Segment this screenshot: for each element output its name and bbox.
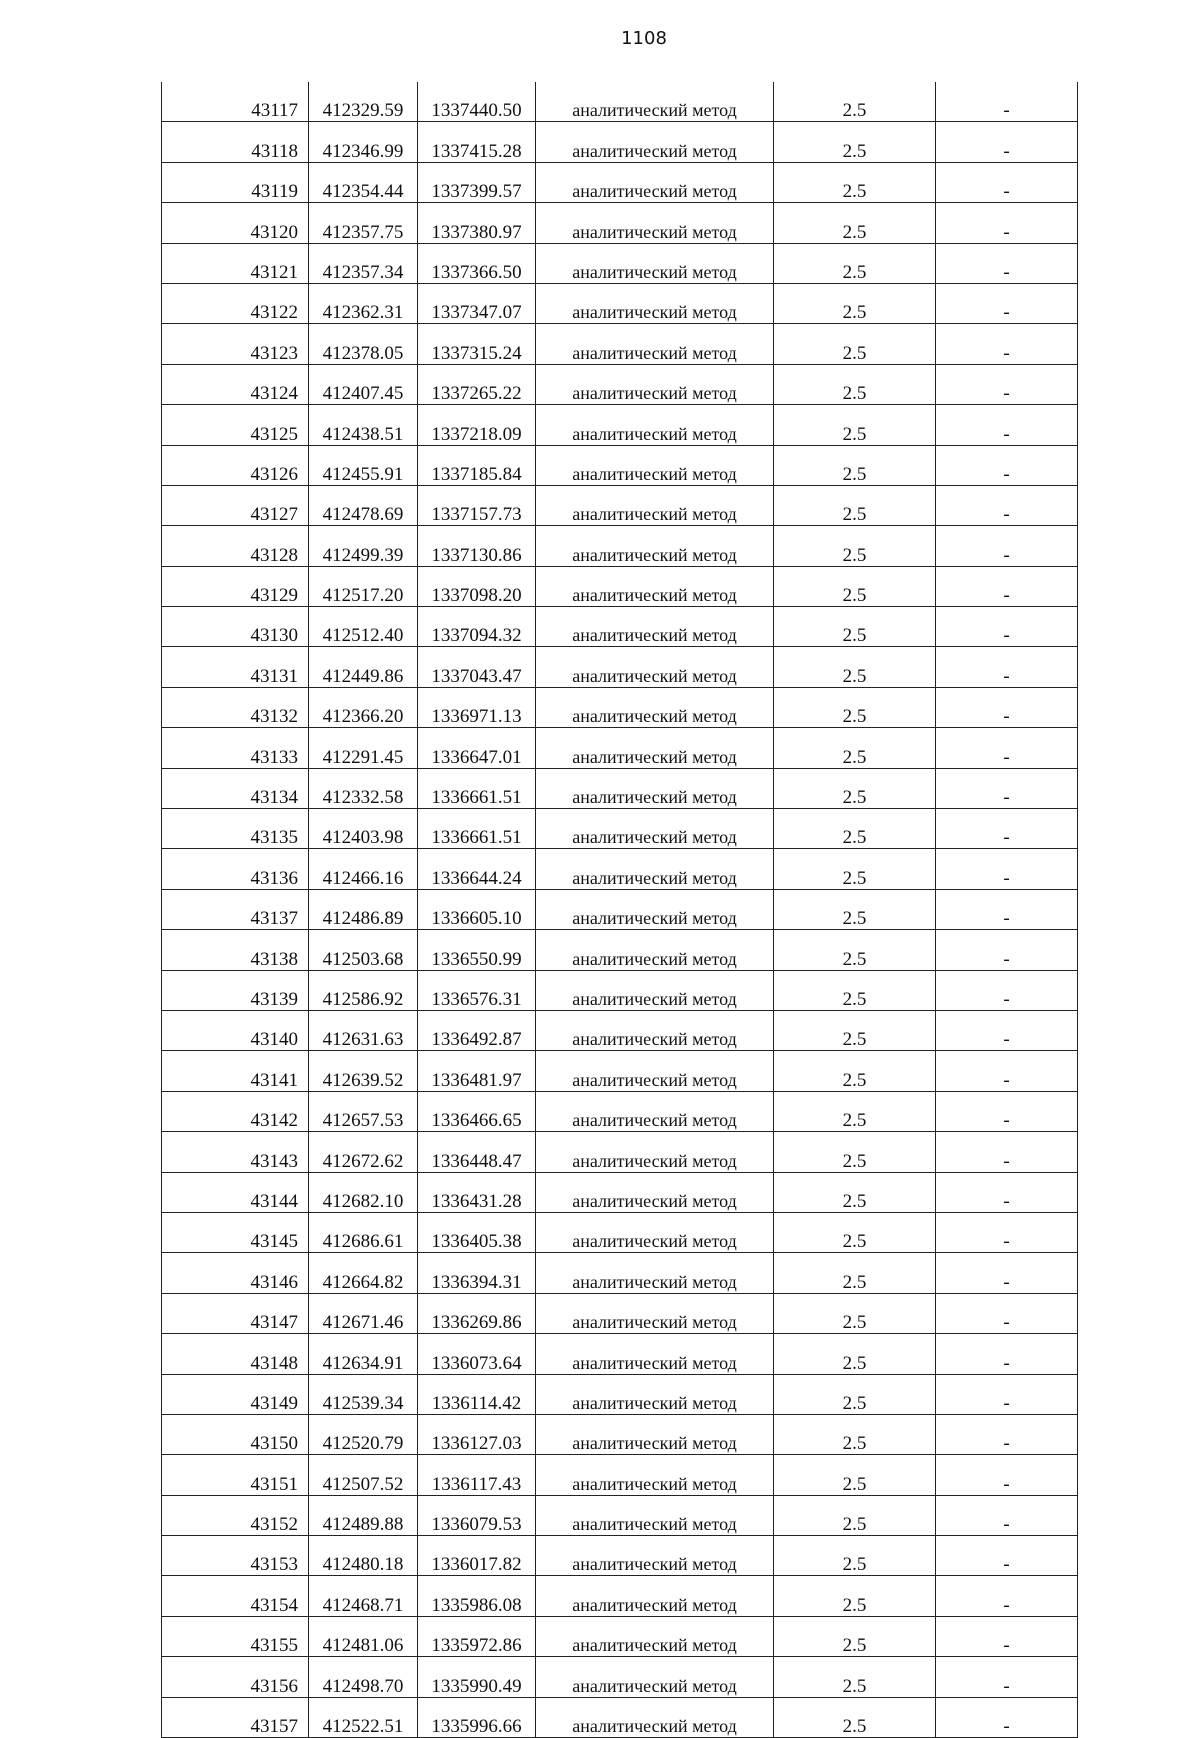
- note-cell: -: [936, 607, 1078, 647]
- accuracy-cell: 2.5: [774, 1253, 936, 1293]
- x-coordinate-cell: 412346.99: [309, 122, 418, 162]
- accuracy-cell: 2.5: [774, 647, 936, 687]
- method-cell: аналитический метод: [536, 122, 774, 162]
- point-number-cell: 43146: [162, 1253, 309, 1293]
- note-cell: -: [936, 728, 1078, 768]
- note-cell: -: [936, 324, 1078, 364]
- table-row: [162, 1212, 1078, 1252]
- table-row: [162, 364, 1078, 404]
- y-coordinate-cell: 1336647.01: [418, 728, 536, 768]
- y-coordinate-cell: 1337157.73: [418, 485, 536, 525]
- point-number-cell: 43141: [162, 1051, 309, 1091]
- y-coordinate-cell: 1335986.08: [418, 1576, 536, 1616]
- accuracy-cell: 2.5: [774, 1334, 936, 1374]
- accuracy-cell: 2.5: [774, 324, 936, 364]
- point-number-cell: 43153: [162, 1536, 309, 1576]
- x-coordinate-cell: 412438.51: [309, 405, 418, 445]
- point-number-cell: 43150: [162, 1414, 309, 1454]
- method-cell: аналитический метод: [536, 889, 774, 929]
- coordinates-table-body: [162, 82, 1078, 1738]
- note-cell: -: [936, 445, 1078, 485]
- accuracy-cell: 2.5: [774, 566, 936, 606]
- accuracy-cell: 2.5: [774, 162, 936, 202]
- x-coordinate-cell: 412498.70: [309, 1657, 418, 1697]
- method-cell: аналитический метод: [536, 1495, 774, 1535]
- note-cell: -: [936, 1172, 1078, 1212]
- method-cell: аналитический метод: [536, 82, 774, 122]
- point-number-cell: 43148: [162, 1334, 309, 1374]
- accuracy-cell: 2.5: [774, 1172, 936, 1212]
- table-row: [162, 1172, 1078, 1212]
- accuracy-cell: 2.5: [774, 1051, 936, 1091]
- accuracy-cell: 2.5: [774, 728, 936, 768]
- table-row: [162, 970, 1078, 1010]
- x-coordinate-cell: 412517.20: [309, 566, 418, 606]
- y-coordinate-cell: 1336017.82: [418, 1536, 536, 1576]
- y-coordinate-cell: 1337347.07: [418, 283, 536, 323]
- point-number-cell: 43132: [162, 687, 309, 727]
- point-number-cell: 43151: [162, 1455, 309, 1495]
- y-coordinate-cell: 1337366.50: [418, 243, 536, 283]
- method-cell: аналитический метод: [536, 1132, 774, 1172]
- method-cell: аналитический метод: [536, 1172, 774, 1212]
- x-coordinate-cell: 412481.06: [309, 1616, 418, 1656]
- method-cell: аналитический метод: [536, 1576, 774, 1616]
- method-cell: аналитический метод: [536, 687, 774, 727]
- note-cell: -: [936, 203, 1078, 243]
- point-number-cell: 43145: [162, 1212, 309, 1252]
- table-row: [162, 405, 1078, 445]
- y-coordinate-cell: 1337130.86: [418, 526, 536, 566]
- note-cell: -: [936, 1212, 1078, 1252]
- x-coordinate-cell: 412671.46: [309, 1293, 418, 1333]
- method-cell: аналитический метод: [536, 849, 774, 889]
- accuracy-cell: 2.5: [774, 930, 936, 970]
- accuracy-cell: 2.5: [774, 364, 936, 404]
- accuracy-cell: 2.5: [774, 768, 936, 808]
- point-number-cell: 43136: [162, 849, 309, 889]
- x-coordinate-cell: 412520.79: [309, 1414, 418, 1454]
- y-coordinate-cell: 1336073.64: [418, 1334, 536, 1374]
- x-coordinate-cell: 412455.91: [309, 445, 418, 485]
- x-coordinate-cell: 412672.62: [309, 1132, 418, 1172]
- y-coordinate-cell: 1337265.22: [418, 364, 536, 404]
- table-row: [162, 445, 1078, 485]
- note-cell: -: [936, 1091, 1078, 1131]
- y-coordinate-cell: 1336079.53: [418, 1495, 536, 1535]
- point-number-cell: 43154: [162, 1576, 309, 1616]
- x-coordinate-cell: 412631.63: [309, 1010, 418, 1050]
- y-coordinate-cell: 1336431.28: [418, 1172, 536, 1212]
- method-cell: аналитический метод: [536, 243, 774, 283]
- method-cell: аналитический метод: [536, 1051, 774, 1091]
- accuracy-cell: 2.5: [774, 405, 936, 445]
- accuracy-cell: 2.5: [774, 970, 936, 1010]
- point-number-cell: 43117: [162, 82, 309, 122]
- x-coordinate-cell: 412329.59: [309, 82, 418, 122]
- note-cell: -: [936, 1657, 1078, 1697]
- accuracy-cell: 2.5: [774, 122, 936, 162]
- accuracy-cell: 2.5: [774, 1414, 936, 1454]
- y-coordinate-cell: 1336269.86: [418, 1293, 536, 1333]
- point-number-cell: 43128: [162, 526, 309, 566]
- y-coordinate-cell: 1335996.66: [418, 1697, 536, 1737]
- accuracy-cell: 2.5: [774, 526, 936, 566]
- note-cell: -: [936, 930, 1078, 970]
- method-cell: аналитический метод: [536, 728, 774, 768]
- table-row: [162, 1293, 1078, 1333]
- accuracy-cell: 2.5: [774, 889, 936, 929]
- y-coordinate-cell: 1337440.50: [418, 82, 536, 122]
- accuracy-cell: 2.5: [774, 243, 936, 283]
- table-row: [162, 1051, 1078, 1091]
- table-row: [162, 485, 1078, 525]
- table-row: [162, 82, 1078, 122]
- note-cell: -: [936, 687, 1078, 727]
- x-coordinate-cell: 412354.44: [309, 162, 418, 202]
- point-number-cell: 43118: [162, 122, 309, 162]
- table-row: [162, 1374, 1078, 1414]
- point-number-cell: 43143: [162, 1132, 309, 1172]
- method-cell: аналитический метод: [536, 970, 774, 1010]
- method-cell: аналитический метод: [536, 607, 774, 647]
- point-number-cell: 43147: [162, 1293, 309, 1333]
- method-cell: аналитический метод: [536, 930, 774, 970]
- y-coordinate-cell: 1335990.49: [418, 1657, 536, 1697]
- point-number-cell: 43137: [162, 889, 309, 929]
- x-coordinate-cell: 412480.18: [309, 1536, 418, 1576]
- table-row: [162, 1495, 1078, 1535]
- point-number-cell: 43144: [162, 1172, 309, 1212]
- x-coordinate-cell: 412357.34: [309, 243, 418, 283]
- accuracy-cell: 2.5: [774, 1495, 936, 1535]
- x-coordinate-cell: 412486.89: [309, 889, 418, 929]
- coordinates-table: [161, 82, 1078, 1738]
- point-number-cell: 43135: [162, 809, 309, 849]
- accuracy-cell: 2.5: [774, 1455, 936, 1495]
- table-row: [162, 889, 1078, 929]
- note-cell: -: [936, 1010, 1078, 1050]
- point-number-cell: 43152: [162, 1495, 309, 1535]
- x-coordinate-cell: 412291.45: [309, 728, 418, 768]
- note-cell: -: [936, 566, 1078, 606]
- y-coordinate-cell: 1336448.47: [418, 1132, 536, 1172]
- note-cell: -: [936, 809, 1078, 849]
- point-number-cell: 43157: [162, 1697, 309, 1737]
- note-cell: -: [936, 526, 1078, 566]
- table-row: [162, 1616, 1078, 1656]
- y-coordinate-cell: 1337415.28: [418, 122, 536, 162]
- point-number-cell: 43124: [162, 364, 309, 404]
- note-cell: -: [936, 122, 1078, 162]
- point-number-cell: 43149: [162, 1374, 309, 1414]
- point-number-cell: 43131: [162, 647, 309, 687]
- point-number-cell: 43123: [162, 324, 309, 364]
- x-coordinate-cell: 412468.71: [309, 1576, 418, 1616]
- note-cell: -: [936, 162, 1078, 202]
- point-number-cell: 43127: [162, 485, 309, 525]
- x-coordinate-cell: 412357.75: [309, 203, 418, 243]
- x-coordinate-cell: 412639.52: [309, 1051, 418, 1091]
- x-coordinate-cell: 412499.39: [309, 526, 418, 566]
- table-row: [162, 930, 1078, 970]
- x-coordinate-cell: 412512.40: [309, 607, 418, 647]
- x-coordinate-cell: 412503.68: [309, 930, 418, 970]
- accuracy-cell: 2.5: [774, 1657, 936, 1697]
- x-coordinate-cell: 412664.82: [309, 1253, 418, 1293]
- method-cell: аналитический метод: [536, 405, 774, 445]
- note-cell: -: [936, 1293, 1078, 1333]
- method-cell: аналитический метод: [536, 1334, 774, 1374]
- y-coordinate-cell: 1336644.24: [418, 849, 536, 889]
- accuracy-cell: 2.5: [774, 849, 936, 889]
- note-cell: -: [936, 1455, 1078, 1495]
- y-coordinate-cell: 1336481.97: [418, 1051, 536, 1091]
- note-cell: -: [936, 485, 1078, 525]
- accuracy-cell: 2.5: [774, 82, 936, 122]
- note-cell: -: [936, 1051, 1078, 1091]
- method-cell: аналитический метод: [536, 1414, 774, 1454]
- x-coordinate-cell: 412449.86: [309, 647, 418, 687]
- accuracy-cell: 2.5: [774, 283, 936, 323]
- accuracy-cell: 2.5: [774, 1010, 936, 1050]
- note-cell: -: [936, 1576, 1078, 1616]
- method-cell: аналитический метод: [536, 1657, 774, 1697]
- table-row: [162, 849, 1078, 889]
- point-number-cell: 43129: [162, 566, 309, 606]
- y-coordinate-cell: 1337094.32: [418, 607, 536, 647]
- note-cell: -: [936, 1495, 1078, 1535]
- point-number-cell: 43140: [162, 1010, 309, 1050]
- accuracy-cell: 2.5: [774, 1374, 936, 1414]
- table-row: [162, 1253, 1078, 1293]
- y-coordinate-cell: 1337043.47: [418, 647, 536, 687]
- accuracy-cell: 2.5: [774, 1576, 936, 1616]
- table-row: [162, 283, 1078, 323]
- x-coordinate-cell: 412366.20: [309, 687, 418, 727]
- table-row: [162, 566, 1078, 606]
- x-coordinate-cell: 412657.53: [309, 1091, 418, 1131]
- accuracy-cell: 2.5: [774, 203, 936, 243]
- y-coordinate-cell: 1337380.97: [418, 203, 536, 243]
- y-coordinate-cell: 1336661.51: [418, 768, 536, 808]
- table-row: [162, 122, 1078, 162]
- x-coordinate-cell: 412466.16: [309, 849, 418, 889]
- note-cell: -: [936, 82, 1078, 122]
- x-coordinate-cell: 412362.31: [309, 283, 418, 323]
- point-number-cell: 43126: [162, 445, 309, 485]
- method-cell: аналитический метод: [536, 1536, 774, 1576]
- accuracy-cell: 2.5: [774, 687, 936, 727]
- note-cell: -: [936, 1253, 1078, 1293]
- method-cell: аналитический метод: [536, 809, 774, 849]
- method-cell: аналитический метод: [536, 768, 774, 808]
- method-cell: аналитический метод: [536, 1010, 774, 1050]
- y-coordinate-cell: 1336550.99: [418, 930, 536, 970]
- point-number-cell: 43155: [162, 1616, 309, 1656]
- x-coordinate-cell: 412507.52: [309, 1455, 418, 1495]
- point-number-cell: 43134: [162, 768, 309, 808]
- method-cell: аналитический метод: [536, 364, 774, 404]
- x-coordinate-cell: 412378.05: [309, 324, 418, 364]
- x-coordinate-cell: 412539.34: [309, 1374, 418, 1414]
- y-coordinate-cell: 1336394.31: [418, 1253, 536, 1293]
- x-coordinate-cell: 412407.45: [309, 364, 418, 404]
- method-cell: аналитический метод: [536, 1091, 774, 1131]
- accuracy-cell: 2.5: [774, 809, 936, 849]
- accuracy-cell: 2.5: [774, 1091, 936, 1131]
- y-coordinate-cell: 1337315.24: [418, 324, 536, 364]
- accuracy-cell: 2.5: [774, 485, 936, 525]
- y-coordinate-cell: 1336405.38: [418, 1212, 536, 1252]
- note-cell: -: [936, 1536, 1078, 1576]
- x-coordinate-cell: 412682.10: [309, 1172, 418, 1212]
- x-coordinate-cell: 412522.51: [309, 1697, 418, 1737]
- table-row: [162, 162, 1078, 202]
- method-cell: аналитический метод: [536, 1253, 774, 1293]
- note-cell: -: [936, 405, 1078, 445]
- method-cell: аналитический метод: [536, 162, 774, 202]
- note-cell: -: [936, 1132, 1078, 1172]
- y-coordinate-cell: 1336492.87: [418, 1010, 536, 1050]
- table-row: [162, 768, 1078, 808]
- y-coordinate-cell: 1336127.03: [418, 1414, 536, 1454]
- note-cell: -: [936, 889, 1078, 929]
- point-number-cell: 43121: [162, 243, 309, 283]
- accuracy-cell: 2.5: [774, 1616, 936, 1656]
- x-coordinate-cell: 412634.91: [309, 1334, 418, 1374]
- table-row: [162, 1657, 1078, 1697]
- method-cell: аналитический метод: [536, 647, 774, 687]
- method-cell: аналитический метод: [536, 1374, 774, 1414]
- method-cell: аналитический метод: [536, 324, 774, 364]
- y-coordinate-cell: 1337218.09: [418, 405, 536, 445]
- method-cell: аналитический метод: [536, 283, 774, 323]
- table-row: [162, 1334, 1078, 1374]
- note-cell: -: [936, 1697, 1078, 1737]
- y-coordinate-cell: 1336114.42: [418, 1374, 536, 1414]
- method-cell: аналитический метод: [536, 1697, 774, 1737]
- method-cell: аналитический метод: [536, 566, 774, 606]
- y-coordinate-cell: 1337399.57: [418, 162, 536, 202]
- x-coordinate-cell: 412403.98: [309, 809, 418, 849]
- table-row: [162, 728, 1078, 768]
- note-cell: -: [936, 283, 1078, 323]
- page-number: 1108: [621, 28, 667, 49]
- point-number-cell: 43133: [162, 728, 309, 768]
- point-number-cell: 43138: [162, 930, 309, 970]
- table-row: [162, 203, 1078, 243]
- point-number-cell: 43125: [162, 405, 309, 445]
- method-cell: аналитический метод: [536, 445, 774, 485]
- note-cell: -: [936, 364, 1078, 404]
- y-coordinate-cell: 1336466.65: [418, 1091, 536, 1131]
- accuracy-cell: 2.5: [774, 1132, 936, 1172]
- y-coordinate-cell: 1337185.84: [418, 445, 536, 485]
- method-cell: аналитический метод: [536, 1616, 774, 1656]
- accuracy-cell: 2.5: [774, 1697, 936, 1737]
- point-number-cell: 43156: [162, 1657, 309, 1697]
- note-cell: -: [936, 1374, 1078, 1414]
- point-number-cell: 43130: [162, 607, 309, 647]
- x-coordinate-cell: 412586.92: [309, 970, 418, 1010]
- point-number-cell: 43122: [162, 283, 309, 323]
- y-coordinate-cell: 1336605.10: [418, 889, 536, 929]
- method-cell: аналитический метод: [536, 526, 774, 566]
- method-cell: аналитический метод: [536, 1293, 774, 1333]
- note-cell: -: [936, 1334, 1078, 1374]
- table-row: [162, 1455, 1078, 1495]
- y-coordinate-cell: 1336661.51: [418, 809, 536, 849]
- y-coordinate-cell: 1336576.31: [418, 970, 536, 1010]
- table-row: [162, 1091, 1078, 1131]
- note-cell: -: [936, 1414, 1078, 1454]
- method-cell: аналитический метод: [536, 485, 774, 525]
- table-row: [162, 607, 1078, 647]
- note-cell: -: [936, 1616, 1078, 1656]
- y-coordinate-cell: 1335972.86: [418, 1616, 536, 1656]
- y-coordinate-cell: 1337098.20: [418, 566, 536, 606]
- note-cell: -: [936, 647, 1078, 687]
- table-row: [162, 1010, 1078, 1050]
- x-coordinate-cell: 412478.69: [309, 485, 418, 525]
- table-row: [162, 1697, 1078, 1737]
- method-cell: аналитический метод: [536, 1212, 774, 1252]
- table-row: [162, 647, 1078, 687]
- y-coordinate-cell: 1336117.43: [418, 1455, 536, 1495]
- table-row: [162, 324, 1078, 364]
- point-number-cell: 43120: [162, 203, 309, 243]
- x-coordinate-cell: 412332.58: [309, 768, 418, 808]
- y-coordinate-cell: 1336971.13: [418, 687, 536, 727]
- note-cell: -: [936, 243, 1078, 283]
- point-number-cell: 43142: [162, 1091, 309, 1131]
- note-cell: -: [936, 970, 1078, 1010]
- table-row: [162, 687, 1078, 727]
- table-row: [162, 1576, 1078, 1616]
- accuracy-cell: 2.5: [774, 445, 936, 485]
- table-row: [162, 1414, 1078, 1454]
- point-number-cell: 43139: [162, 970, 309, 1010]
- table-row: [162, 243, 1078, 283]
- x-coordinate-cell: 412686.61: [309, 1212, 418, 1252]
- x-coordinate-cell: 412489.88: [309, 1495, 418, 1535]
- point-number-cell: 43119: [162, 162, 309, 202]
- table-row: [162, 526, 1078, 566]
- accuracy-cell: 2.5: [774, 607, 936, 647]
- method-cell: аналитический метод: [536, 1455, 774, 1495]
- note-cell: -: [936, 849, 1078, 889]
- accuracy-cell: 2.5: [774, 1536, 936, 1576]
- accuracy-cell: 2.5: [774, 1212, 936, 1252]
- note-cell: -: [936, 768, 1078, 808]
- table-row: [162, 809, 1078, 849]
- table-row: [162, 1536, 1078, 1576]
- method-cell: аналитический метод: [536, 203, 774, 243]
- accuracy-cell: 2.5: [774, 1293, 936, 1333]
- table-row: [162, 1132, 1078, 1172]
